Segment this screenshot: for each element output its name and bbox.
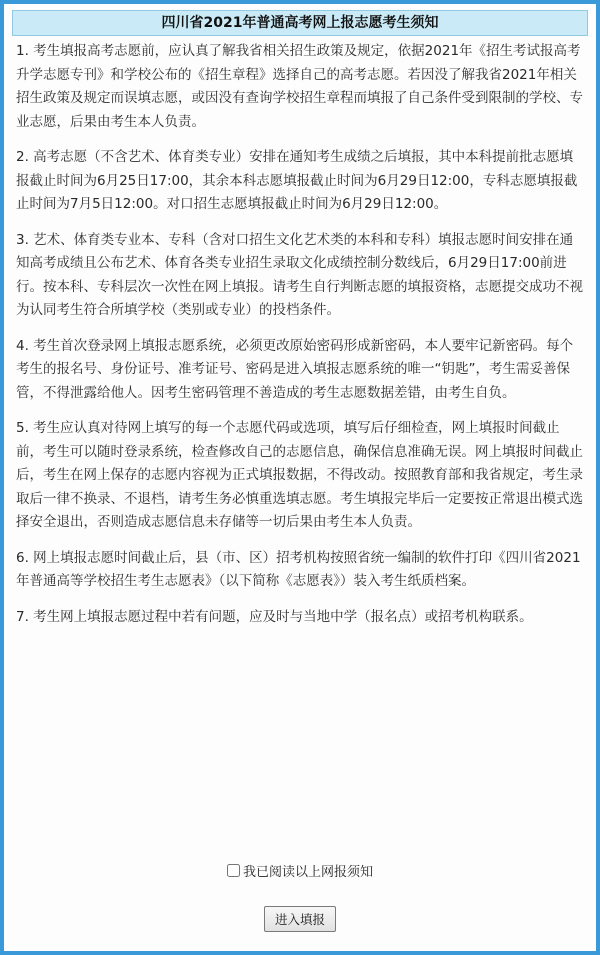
notice-item-2: 2. 高考志愿（不含艺术、体育类专业）安排在通知考生成绩之后填报，其中本科提前批志愿填报截止时间为6月25日17:00，其余本科志愿填报截止时间为6月29日12:00，专科志愿填报截止时间为7月5日12:00。对口招生志愿填报截止时间为6月29日12:00。 (16, 149, 578, 212)
page-title: 四川省2021年普通高考网上报志愿考生须知 (12, 10, 588, 36)
notice-content (16, 40, 586, 641)
notice-item-1: 1. 考生填报高考志愿前，应认真了解我省相关招生政策及规定，依据2021年《招生考试报高考升学志愿专刊》和学校公布的《招生章程》选择自己的高考志愿。若因没了解我省2021年相关招生政策及规定而误填志愿，或因没有查询学校招生章程而填报了自己条件受到限制的学校、专业志愿，后果由考生本人负责。 (16, 43, 583, 130)
notice-item-5: 5. 考生应认真对待网上填写的每一个志愿代码或选项，填写后仔细检查，网上填报时间截止前，考生可以随时登录系统，检查修改自己的志愿信息，确保信息准确无误。网上填报时间截止后，考生在网上保存的志愿内容视为正式填报数据，不得改动。按照教育部和我省规定，考生录取后一律不换录、不退档，请考生务必慎重选填志愿。考生填报完毕后一定要按正常退出模式选择安全退出，否则造成志愿信息未存储等一切后果由考生本人负责。 (16, 420, 583, 530)
notice-item-4: 4. 考生首次登录网上填报志愿系统，必须更改原始密码形成新密码，本人要牢记新密码。每个考生的报名号、身份证号、准考证号、密码是进入填报志愿系统的唯一“钥匙”，考生需妥善保管，不得泄露给他人。因考生密码管理不善造成的考生志愿数据差错，由考生自负。 (16, 337, 574, 401)
agreement-label[interactable] (227, 861, 373, 880)
enter-fill-button[interactable]: 进入填报 (264, 906, 336, 932)
notice-item-7: 7. 考生网上填报志愿过程中若有问题，应及时与当地中学（报名点）或招考机构联系。 (16, 608, 533, 625)
submit-area (4, 906, 596, 932)
agreement-checkbox[interactable] (227, 864, 240, 877)
notice-item-6: 6. 网上填报志愿时间截止后，县（市、区）招考机构按照省统一编制的软件打印《四川省2021年普通高等学校招生考生志愿表》（以下简称《志愿表》）装入考生纸质档案。 (16, 549, 581, 589)
notice-item-3: 3. 艺术、体育类专业本、专科（含对口招生文化艺术类的本科和专科）填报志愿时间安排在通知高考成绩且公布艺术、体育各类专业招生录取文化成绩控制分数线后，6月29日17:00前进行。按本科、专科层次一次性在网上填报。请考生自行判断志愿的填报资格，志愿提交成功不视为认同考生符合所填学校（类别或专业）的投档条件。 (16, 231, 583, 318)
agreement-text: 我已阅读以上网报须知 (242, 865, 373, 880)
agreement-row (4, 861, 596, 881)
